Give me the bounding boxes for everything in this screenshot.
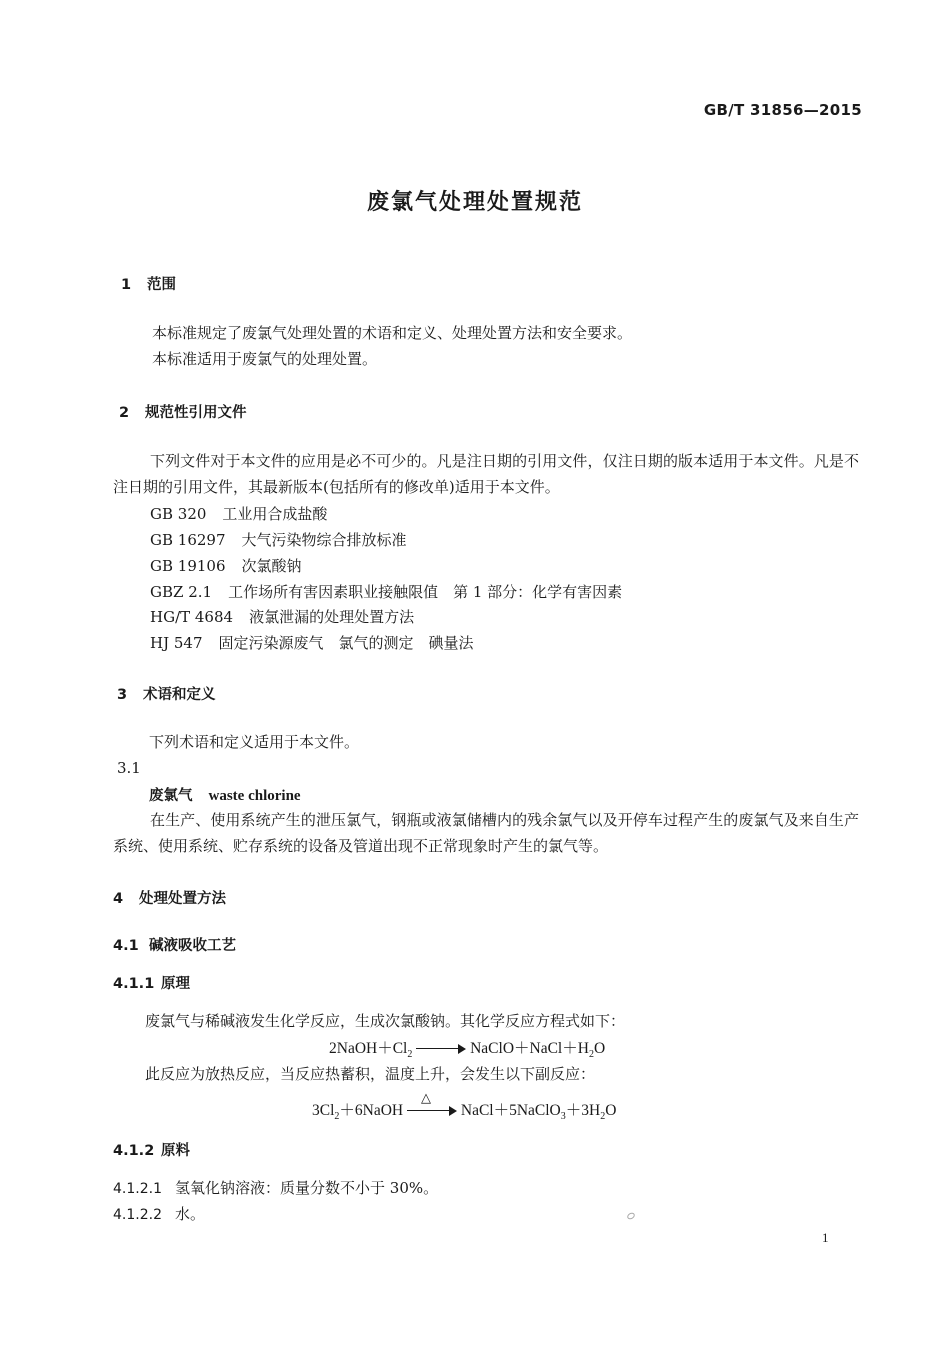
paragraph: 此反应为放热反应，当反应热蓄积，温度上升，会发生以下副反应： (145, 1065, 596, 1083)
list-item (113, 1201, 205, 1228)
equation-term: ＋6NaOH (339, 1102, 404, 1119)
section-number: 4.1.1 (113, 976, 155, 992)
section-title: 范围 (147, 277, 176, 293)
paragraph: 下列文件对于本文件的应用是必不可少的。凡是注日期的引用文件，仅注日期的版本适用于本文件。凡是不注日期的引用文件，其最新版本(包括所有的修改单)适用于本文件。 (113, 452, 859, 496)
equation-term: O (593, 1040, 606, 1057)
term-english: waste chlorine (208, 788, 301, 804)
reference-title: 工业用合成盐酸 (222, 505, 328, 523)
section-number: 3 (117, 687, 128, 703)
reaction-arrow-heated (407, 1090, 457, 1117)
section-title: 规范性引用文件 (145, 405, 247, 421)
reference-item (150, 503, 327, 524)
heat-condition-symbol: △ (421, 1090, 431, 1106)
reference-item (150, 606, 414, 627)
equation-term: O (605, 1102, 617, 1119)
section-number: 4.1 (113, 938, 139, 954)
equation-subscript: 2 (407, 1049, 413, 1061)
term-entry (149, 784, 301, 805)
reference-code: HJ 547 (150, 634, 203, 652)
standard-number: GB/T 31856—2015 (703, 101, 862, 119)
equation-subscript: 2 (334, 1111, 340, 1123)
section-4-heading (113, 887, 226, 908)
page-number: 1 (822, 1230, 829, 1245)
document-title: 废氯气处理处置规范 (366, 190, 583, 215)
section-1-heading (121, 273, 176, 294)
reference-code: GB 16297 (150, 531, 226, 549)
paragraph: 本标准规定了废氯气处理处置的术语和定义、处理处置方法和安全要求。 (152, 324, 633, 342)
section-number: 1 (121, 277, 132, 293)
equation-subscript: 3 (560, 1111, 566, 1123)
section-2-heading (119, 401, 247, 422)
item-text: 氢氧化钠溶液：质量分数不小于 30%。 (175, 1179, 439, 1197)
section-3-heading (117, 683, 216, 704)
section-title: 术语和定义 (143, 687, 216, 703)
paragraph: 废氯气与稀碱液发生化学反应，生成次氯酸钠。其化学反应方程式如下： (145, 1012, 626, 1030)
scan-speck (626, 1211, 636, 1220)
reaction-arrow (416, 1043, 466, 1055)
list-item (113, 1175, 438, 1202)
equation-term: 3Cl (312, 1102, 335, 1119)
reference-item (150, 529, 407, 550)
reference-title: 工作场所有害因素职业接触限值 第 1 部分：化学有害因素 (228, 583, 623, 601)
section-number: 4.1.2 (113, 1143, 155, 1159)
equation-subscript: 2 (588, 1049, 594, 1061)
chemical-equation-main (329, 1036, 605, 1060)
reference-code: GB 320 (150, 505, 207, 523)
equation-term: NaCl＋5NaClO (460, 1102, 561, 1119)
section-title: 原料 (161, 1143, 190, 1159)
reference-item (150, 581, 622, 602)
term-number: 3.1 (117, 759, 141, 777)
reference-title: 次氯酸钠 (241, 557, 302, 575)
term-definition: 在生产、使用系统产生的泄压氯气，钢瓶或液氯储槽内的残余氯气以及开停车过程产生的废氯气及来自生产系统、使用系统、贮存系统的设备及管道出现不正常现象时产生的氯气等。 (113, 811, 859, 855)
chemical-equation-side (312, 1090, 617, 1123)
reference-item (150, 555, 302, 576)
item-number: 4.1.2.1 (113, 1181, 162, 1197)
subsection-4-1-1-heading (113, 972, 190, 993)
item-text: 水。 (175, 1205, 206, 1223)
reference-title: 大气污染物综合排放标准 (241, 531, 407, 549)
equation-term: 2NaOH＋Cl (329, 1040, 408, 1057)
term-chinese: 废氯气 (149, 788, 193, 804)
section-title: 碱液吸收工艺 (149, 938, 236, 954)
reference-title: 固定污染源废气 氯气的测定 碘量法 (218, 634, 474, 652)
subsection-4-1-2-heading (113, 1139, 190, 1160)
reference-code: GBZ 2.1 (150, 583, 213, 601)
equation-term: ＋3H (565, 1102, 601, 1119)
section-title: 处理处置方法 (139, 891, 226, 907)
subsection-4-1-heading (113, 934, 236, 955)
section-number: 4 (113, 891, 124, 907)
reference-code: HG/T 4684 (150, 608, 234, 626)
item-number: 4.1.2.2 (113, 1207, 162, 1223)
reference-code: GB 19106 (150, 557, 226, 575)
reference-title: 液氯泄漏的处理处置方法 (249, 608, 415, 626)
section-title: 原理 (161, 976, 190, 992)
paragraph: 下列术语和定义适用于本文件。 (149, 733, 360, 751)
equation-term: NaClO＋NaCl＋H (470, 1040, 589, 1057)
paragraph: 本标准适用于废氯气的处理处置。 (152, 350, 378, 368)
equation-subscript: 2 (600, 1111, 606, 1123)
reference-item (150, 632, 474, 653)
section-number: 2 (119, 405, 130, 421)
